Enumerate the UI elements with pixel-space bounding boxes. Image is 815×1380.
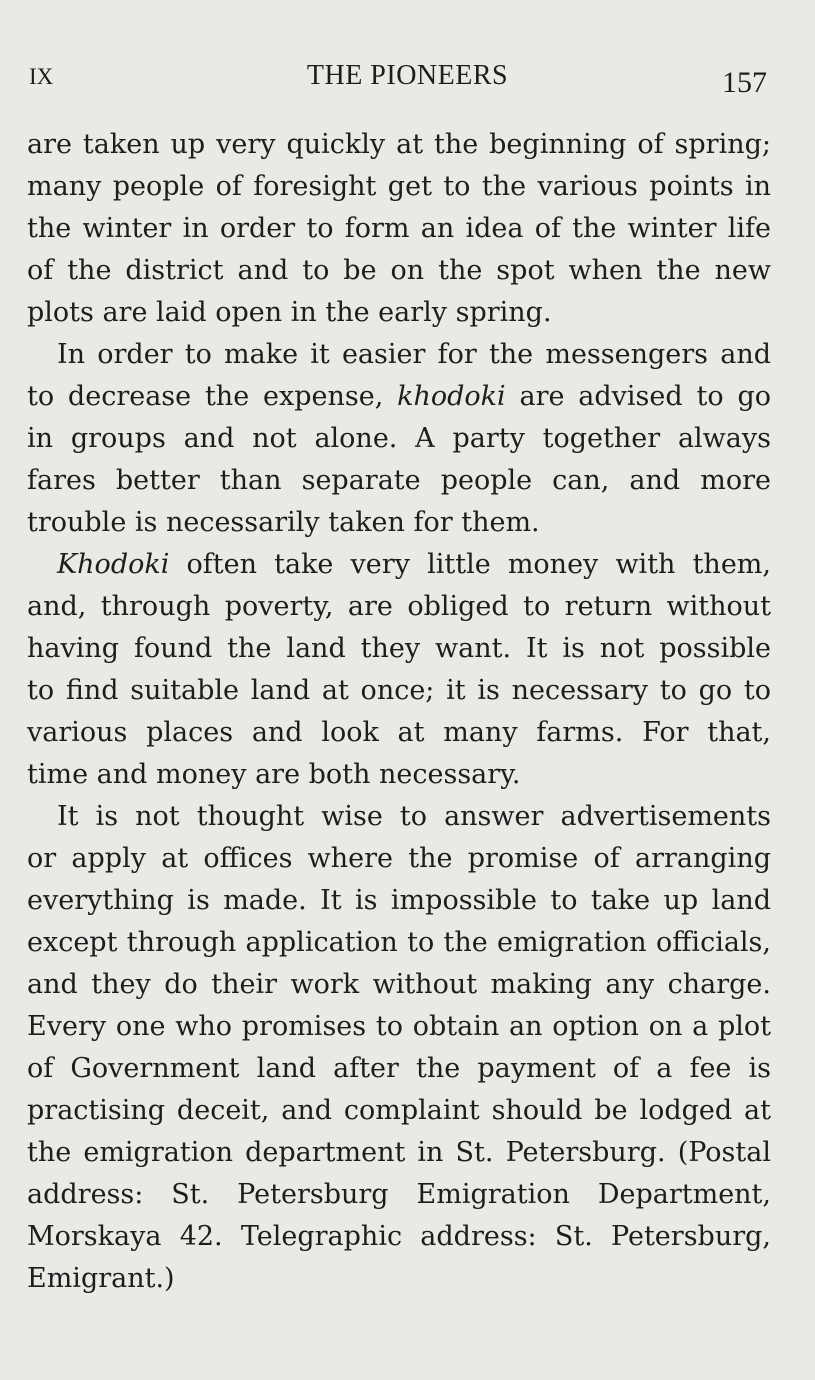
text-segment: In order to make it easier for the messengers and <box>57 339 771 370</box>
text-segment: in groups and not alone. A party together always <box>27 423 771 454</box>
body-text <box>27 124 771 1300</box>
text-line <box>27 460 771 502</box>
text-line <box>27 964 771 1006</box>
text-line <box>27 208 771 250</box>
text-segment: and, through poverty, are obliged to return without <box>27 591 771 622</box>
text-line <box>27 880 771 922</box>
italic-term: Khodoki <box>57 549 170 580</box>
text-line <box>27 124 771 166</box>
text-line <box>27 922 771 964</box>
text-segment: various places and look at many farms. For that, <box>27 717 771 748</box>
text-segment: or apply at offices where the promise of arranging <box>27 843 771 874</box>
page-number: 157 <box>722 66 767 99</box>
chapter-number: IX <box>29 64 54 89</box>
text-line <box>27 418 771 460</box>
text-segment: to find suitable land at once; it is necessary to go to <box>27 675 771 706</box>
text-segment: fares better than separate people can, and more <box>27 465 771 496</box>
text-line <box>27 292 771 334</box>
text-segment: time and money are both necessary. <box>27 759 521 790</box>
text-line <box>27 1048 771 1090</box>
text-segment: everything is made. It is impossible to take up land <box>27 885 771 916</box>
text-segment: It is not thought wise to answer advertisements <box>57 801 771 832</box>
text-line <box>27 334 771 376</box>
text-line <box>27 376 771 418</box>
text-line <box>27 250 771 292</box>
text-segment: practising deceit, and complaint should be lodged at <box>27 1095 771 1126</box>
text-line <box>27 586 771 628</box>
text-segment: and they do their work without making any charge. <box>27 969 771 1000</box>
running-header <box>0 58 815 98</box>
text-line <box>27 166 771 208</box>
text-segment: having found the land they want. It is not possible <box>27 633 771 664</box>
text-segment: Emigrant.) <box>27 1263 175 1294</box>
text-line <box>27 1216 771 1258</box>
text-line <box>27 1006 771 1048</box>
text-segment: Every one who promises to obtain an option on a plot <box>27 1011 771 1042</box>
text-segment: the emigration department in St. Petersburg. (Postal <box>27 1137 771 1168</box>
text-line <box>27 796 771 838</box>
text-segment: Morskaya 42. Telegraphic address: St. Petersburg, <box>27 1221 771 1252</box>
text-line <box>27 628 771 670</box>
text-line <box>27 670 771 712</box>
text-line <box>27 754 771 796</box>
text-segment: except through application to the emigration officials, <box>27 927 771 958</box>
text-segment: many people of foresight get to the various points in <box>27 171 771 202</box>
text-segment: are advised to go <box>505 381 771 412</box>
text-line <box>27 544 771 586</box>
text-segment: plots are laid open in the early spring. <box>27 297 552 328</box>
text-segment: of Government land after the payment of a fee is <box>27 1053 771 1084</box>
text-line <box>27 838 771 880</box>
text-segment: often take very little money with them, <box>169 549 771 580</box>
text-segment: the winter in order to form an idea of the winter life <box>27 213 771 244</box>
text-line <box>27 1132 771 1174</box>
text-line <box>27 502 771 544</box>
italic-term: khodoki <box>397 381 506 412</box>
text-line <box>27 1090 771 1132</box>
text-segment: are taken up very quickly at the beginning of spring; <box>27 129 771 160</box>
text-segment: address: St. Petersburg Emigration Department, <box>27 1179 771 1210</box>
text-segment: of the district and to be on the spot when the new <box>27 255 771 286</box>
text-segment: trouble is necessarily taken for them. <box>27 507 540 538</box>
text-segment: to decrease the expense, <box>27 381 398 412</box>
text-line <box>27 1174 771 1216</box>
text-line <box>27 712 771 754</box>
running-title: THE PIONEERS <box>306 60 509 91</box>
text-line <box>27 1258 771 1300</box>
